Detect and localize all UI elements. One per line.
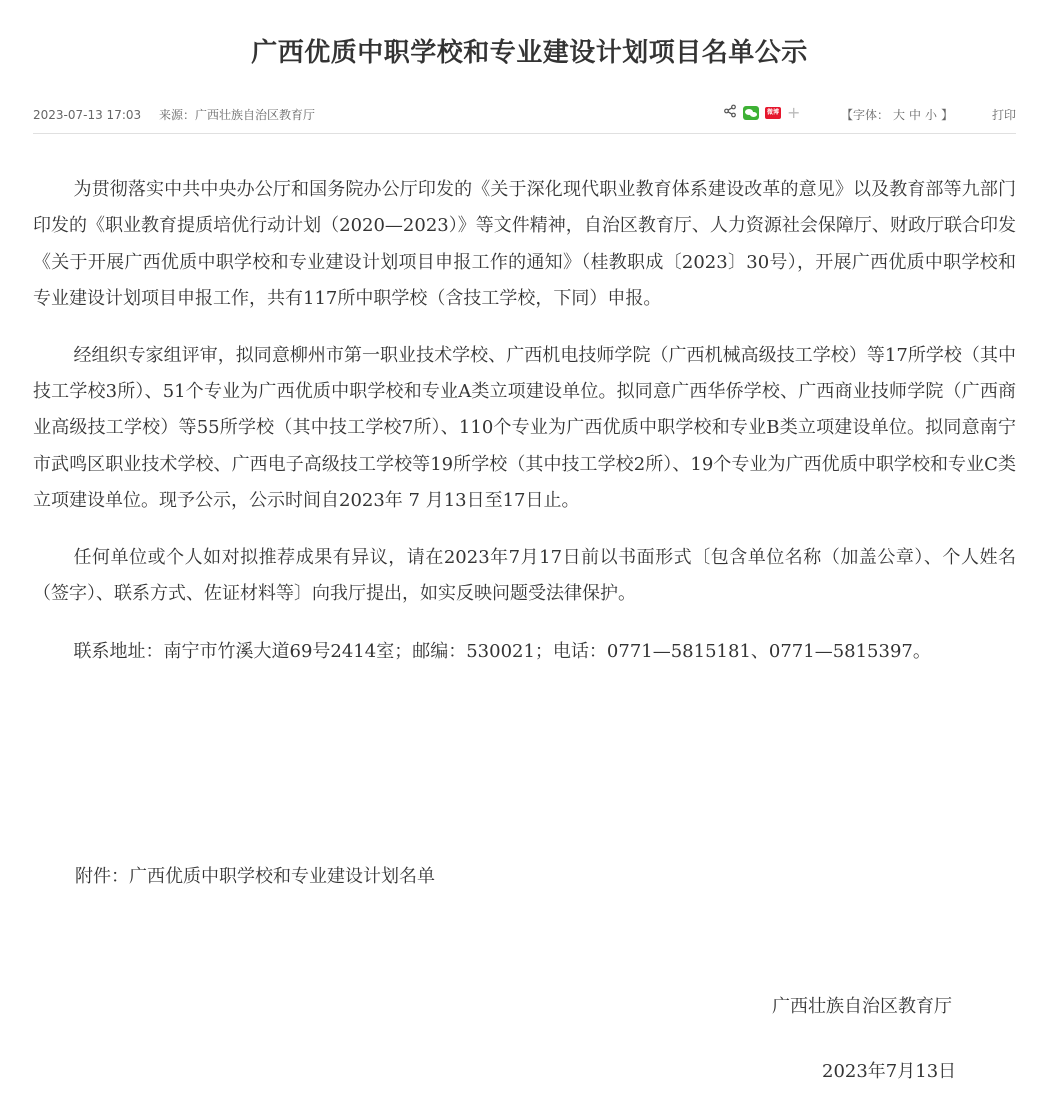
font-size-medium-link[interactable]: 中 bbox=[909, 108, 922, 122]
article-meta-bar bbox=[33, 102, 1016, 126]
share-icon[interactable] bbox=[723, 104, 737, 121]
font-size-small-link[interactable]: 小 bbox=[925, 108, 938, 122]
article-body bbox=[33, 172, 1016, 671]
wechat-icon[interactable] bbox=[743, 106, 759, 120]
article-source: 来源：广西壮族自治区教育厅 bbox=[158, 108, 315, 122]
paragraph-background: 为贯彻落实中共中央办公厅和国务院办公厅印发的《关于深化现代职业教育体系建设改革的意见》以及教育部等九部门印发的《职业教育提质培优行动计划（2020—2023）》等文件精神，自治区教育厅、人力资源社会保障厅、财政厅联合印发《关于开展广西优质中职学校和专业建设计划项目申报工作的通知》（桂教职成〔2023〕30号），开展广西优质中职学校和专业建设计划项目申报工作，共有117所中职学校（含技工学校，下同）申报。 bbox=[33, 179, 1016, 310]
share-toolbar bbox=[723, 104, 806, 121]
paragraph-review-result: 经组织专家组评审，拟同意柳州市第一职业技术学校、广西机电技师学院（广西机械高级技工学校）等17所学校（其中技工学校3所）、51个专业为广西优质中职学校和专业A类立项建设单位。拟同意广西华侨学校、广西商业技师学院（广西商业高级技工学校）等55所学校（其中技工学校7所）、110个专业为广西优质中职学校和专业B类立项建设单位。拟同意南宁市武鸣区职业技术学校、广西电子高级技工学校等19所学校（其中技工学校2所）、19个专业为广西优质中职学校和专业C类立项建设单位。现予公示，公示时间自2023年 7 月13日至17日止。 bbox=[33, 344, 1016, 512]
article-meta bbox=[33, 106, 329, 123]
attachment-line bbox=[75, 862, 435, 888]
header-divider bbox=[33, 133, 1016, 134]
weibo-icon[interactable]: 微博 bbox=[765, 107, 781, 119]
publish-datetime: 2023-07-13 17:03 bbox=[33, 108, 142, 122]
paragraph-objection: 任何单位或个人如对拟推荐成果有异议，请在2023年7月17日前以书面形式〔包含单位名称（加盖公章）、个人姓名（签字）、联系方式、佐证材料等〕向我厅提出，如实反映问题受法律保护。 bbox=[33, 546, 1016, 605]
page-title: 广西优质中职学校和专业建设计划项目名单公示 bbox=[251, 38, 808, 68]
signature-org: 广西壮族自治区教育厅 bbox=[772, 996, 952, 1017]
plus-icon[interactable]: + bbox=[787, 102, 801, 122]
attachment-prefix: 附件： bbox=[75, 866, 129, 887]
signature-date: 2023年7月13日 bbox=[822, 1061, 957, 1082]
print-link[interactable]: 打印 bbox=[991, 108, 1016, 122]
attachment-link[interactable]: 广西优质中职学校和专业建设计划名单 bbox=[129, 866, 435, 887]
paragraph-contact: 联系地址：南宁市竹溪大道69号2414室；邮编：530021；电话：0771—5815181、0771—5815397。 bbox=[73, 641, 931, 663]
font-size-label-close: 】 bbox=[941, 108, 954, 122]
font-size-selector bbox=[839, 106, 955, 123]
font-size-label-open: 【字体： bbox=[841, 108, 890, 122]
font-size-large-link[interactable]: 大 bbox=[893, 108, 906, 122]
